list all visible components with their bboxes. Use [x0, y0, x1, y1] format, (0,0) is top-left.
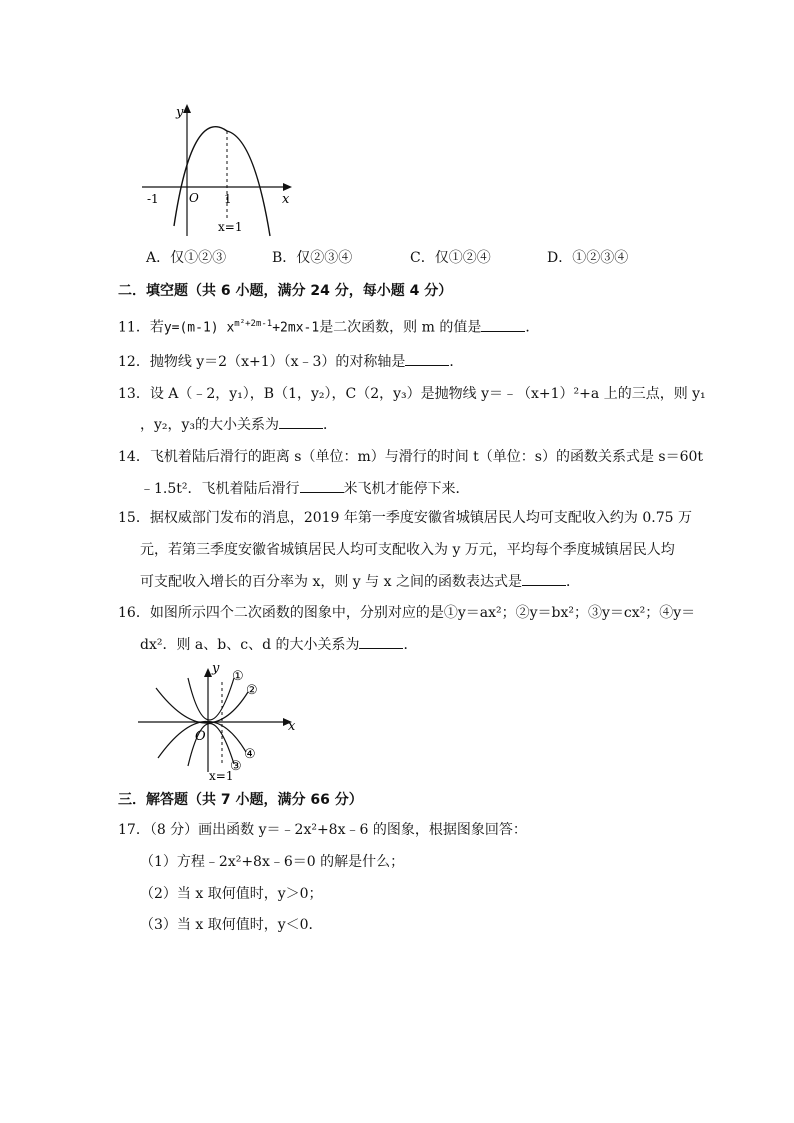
q11-expr: y=(m-1) x: [163, 320, 235, 336]
question-13-line1: 13．设 A（﹣2，y₁），B（1，y₂），C（2，y₃）是抛物线 y＝﹣（x+1）²+a 上的三点，则 y₁: [118, 386, 706, 402]
q13-end: ．: [323, 417, 338, 433]
question-15-line3: [140, 571, 580, 592]
q15-end: ．: [565, 574, 580, 590]
option-b[interactable]: B．仅②③④: [272, 250, 353, 266]
curve-2-label: ②: [246, 683, 258, 698]
q11-end: ．: [525, 319, 540, 336]
q16-answer-blank[interactable]: [359, 634, 403, 649]
tick-1: 1: [224, 192, 232, 206]
q14-end: 米飞机才能停下来．: [343, 481, 470, 497]
q11-tail: +2mx-1: [272, 320, 320, 336]
question-11: [118, 314, 539, 339]
section-title-answer: 三．解答题（共 7 小题，满分 66 分）: [118, 792, 363, 808]
curve-2: [156, 688, 248, 723]
question-16-line1: 16．如图所示四个二次函数的图象中，分别对应的是①y＝ax²；②y＝bx²；③y＝cx²；④y＝: [118, 605, 696, 621]
q15-line3-text: 可支配收入增长的百分率为 x，则 y 与 x 之间的函数表达式是: [140, 574, 522, 590]
question-17-stem: 17．（8 分）画出函数 y＝﹣2x²+8x﹣6 的图象，根据图象回答：: [118, 822, 527, 838]
q13-answer-blank[interactable]: [279, 414, 323, 429]
x-label: x: [288, 719, 296, 734]
option-c[interactable]: C．仅①②④: [410, 250, 491, 266]
q11-exponent: m²+2m-1: [234, 319, 273, 329]
x-axis-arrow: [283, 183, 292, 191]
q11-answer-blank[interactable]: [481, 317, 525, 332]
q16-line2-text: dx²．则 a、b、c、d 的大小关系为: [140, 637, 360, 653]
y-axis-arrow: [204, 668, 212, 677]
four-parabolas-graph: [136, 660, 306, 784]
q12-answer-blank[interactable]: [405, 351, 449, 366]
question-16-line2: [140, 634, 417, 655]
origin-label: O: [195, 729, 206, 744]
axis-of-symmetry-label: x=1: [218, 220, 243, 234]
question-17-part1: （1）方程﹣2x²+8x﹣6＝0 的解是什么；: [140, 854, 405, 870]
curve-3-label: ③: [230, 759, 242, 774]
curve-4-label: ④: [244, 747, 256, 762]
q13-line2-text: ，y₂，y₃的大小关系为: [140, 417, 280, 433]
question-17-part2: （2）当 x 取何值时，y＞0；: [140, 886, 323, 902]
question-14-line1: 14．飞机着陆后滑行的距离 s（单位：m）与滑行的时间 t（单位：s）的函数关系式是 s＝60t: [118, 449, 704, 465]
axis-of-symmetry-label: x=1: [209, 769, 234, 783]
question-12: [118, 351, 463, 372]
option-d[interactable]: D．①②③④: [547, 250, 629, 266]
q11-prefix: 11．若: [118, 319, 164, 336]
question-13-line2: [140, 414, 337, 435]
question-17-part3: （3）当 x 取何值时，y＜0．: [140, 917, 323, 933]
q11-post: 是二次函数，则 m 的值是: [319, 319, 482, 336]
curve-1-label: ①: [232, 669, 244, 684]
question-15-line1: 15．据权威部门发布的消息，2019 年第一季度安徽省城镇居民人均可支配收入约为 0.75 万: [118, 510, 692, 526]
q12-end: ．: [449, 354, 464, 370]
parabola-graph: [138, 98, 308, 243]
q14-answer-blank[interactable]: [300, 478, 344, 493]
q12-text: 12．抛物线 y＝2（x+1）（x﹣3）的对称轴是: [118, 354, 406, 370]
curve-1: [188, 678, 234, 720]
q15-answer-blank[interactable]: [522, 571, 566, 586]
y-axis-arrow: [183, 104, 191, 113]
x-label: x: [282, 192, 290, 207]
section-title-fill-in: 二．填空题（共 6 小题，满分 24 分，每小题 4 分）: [118, 283, 453, 299]
option-a[interactable]: A．仅①②③: [146, 250, 227, 266]
tick-neg1: -1: [147, 192, 159, 206]
question-14-line2: [140, 478, 470, 499]
q16-end: ．: [403, 637, 418, 653]
y-label: y: [212, 661, 220, 676]
y-label: y: [176, 105, 184, 120]
q14-line2-text: ﹣1.5t²．飞机着陆后滑行: [140, 481, 300, 497]
origin-label: O: [189, 191, 199, 205]
question-15-line2: 元，若第三季度安徽省城镇居民人均可支配收入为 y 万元，平均每个季度城镇居民人均: [140, 542, 675, 558]
